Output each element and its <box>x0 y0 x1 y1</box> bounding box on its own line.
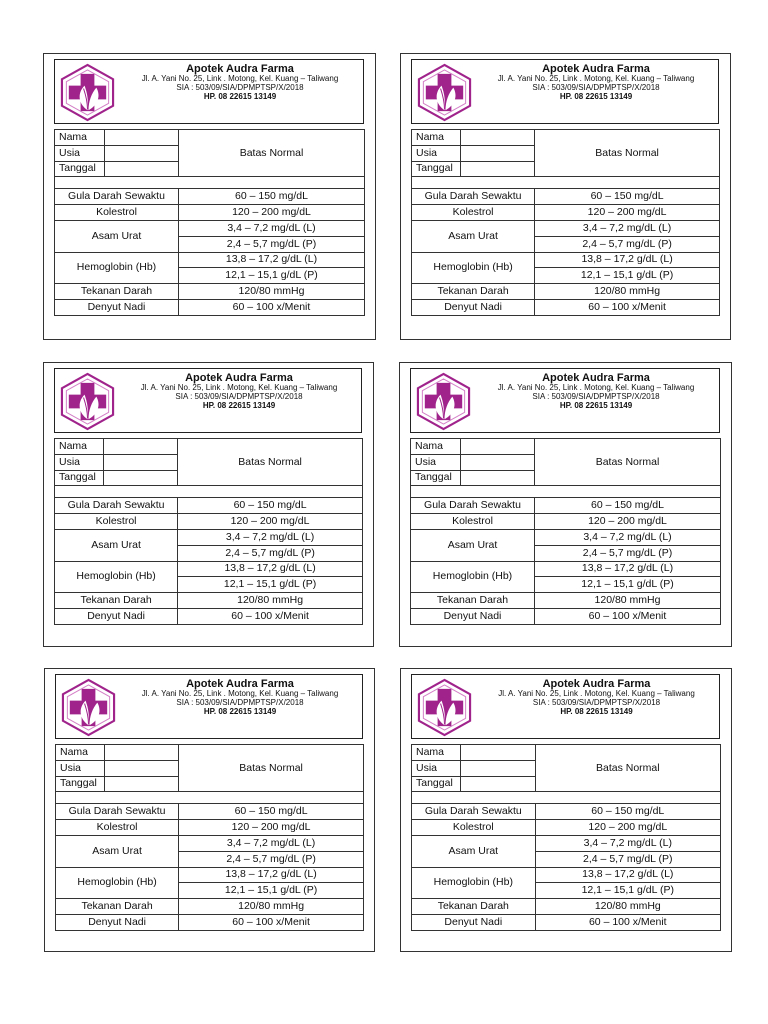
test-range: 120/80 mmHg <box>178 593 363 609</box>
pharmacy-license: SIA : 503/09/SIA/DPMPTSP/X/2018 <box>532 392 660 402</box>
patient-date-label: Tanggal <box>55 470 104 486</box>
test-range-male: 3,4 – 7,2 mg/dL (L) <box>534 529 720 545</box>
spacer-row <box>412 177 720 189</box>
pharmacy-license: SIA : 503/09/SIA/DPMPTSP/X/2018 <box>175 392 303 402</box>
test-row-pulse <box>56 914 364 930</box>
test-range-male: 13,8 – 17,2 g/dL (L) <box>534 561 720 577</box>
lab-result-card <box>399 362 732 647</box>
test-range: 120 – 200 mg/dL <box>534 514 720 530</box>
lab-result-table <box>55 744 364 931</box>
test-label: Asam Urat <box>412 835 536 867</box>
pharmacy-name: Apotek Audra Farma <box>186 678 294 690</box>
lab-result-card <box>400 668 732 952</box>
test-row-hemoglobin <box>55 252 365 268</box>
test-range: 60 – 100 x/Menit <box>535 299 720 315</box>
test-label: Gula Darah Sewaktu <box>55 498 178 514</box>
patient-date-value[interactable] <box>460 470 534 486</box>
test-range: 60 – 100 x/Menit <box>535 914 720 930</box>
test-row-blood-pressure <box>55 284 365 300</box>
test-row-blood-sugar <box>56 804 364 820</box>
test-range-male: 13,8 – 17,2 g/dL (L) <box>178 561 363 577</box>
patient-date-label: Tanggal <box>412 776 461 792</box>
test-range: 120 – 200 mg/dL <box>178 205 364 221</box>
pharmacy-info <box>475 372 717 411</box>
card-header <box>55 674 363 739</box>
test-label: Gula Darah Sewaktu <box>412 189 535 205</box>
test-range-female: 2,4 – 5,7 mg/dL (P) <box>535 851 720 867</box>
pharmacy-logo-icon <box>58 63 117 122</box>
test-label: Hemoglobin (Hb) <box>55 561 178 593</box>
test-label: Kolestrol <box>412 205 535 221</box>
card-header <box>411 59 719 124</box>
patient-name-row <box>55 439 363 455</box>
card-header <box>410 368 720 433</box>
normal-range-header: Batas Normal <box>178 439 363 486</box>
patient-name-value[interactable] <box>104 439 178 455</box>
patient-date-value[interactable] <box>104 161 178 177</box>
test-row-hemoglobin <box>412 867 721 883</box>
pharmacy-license: SIA : 503/09/SIA/DPMPTSP/X/2018 <box>176 83 304 93</box>
pharmacy-name: Apotek Audra Farma <box>542 678 651 690</box>
pharmacy-phone: HP. 08 22615 13149 <box>559 401 633 411</box>
test-row-uric-acid <box>56 835 364 851</box>
patient-date-value[interactable] <box>105 776 179 792</box>
patient-age-value[interactable] <box>105 760 179 776</box>
patient-name-row <box>412 745 721 761</box>
test-range-female: 12,1 – 15,1 g/dL (P) <box>535 268 720 284</box>
card-header <box>54 368 362 433</box>
test-range: 120/80 mmHg <box>178 284 364 300</box>
lab-result-table <box>411 744 721 931</box>
test-row-hemoglobin <box>56 867 364 883</box>
card-header <box>54 59 364 124</box>
pharmacy-phone: HP. 08 22615 13149 <box>559 92 633 102</box>
patient-name-label: Nama <box>55 130 105 146</box>
patient-name-label: Nama <box>55 439 104 455</box>
test-label: Tekanan Darah <box>412 899 536 915</box>
test-range: 60 – 100 x/Menit <box>178 299 364 315</box>
test-row-blood-sugar <box>412 804 721 820</box>
patient-name-value[interactable] <box>104 130 178 146</box>
test-range-female: 2,4 – 5,7 mg/dL (P) <box>179 851 364 867</box>
test-row-uric-acid <box>412 835 721 851</box>
patient-name-row <box>412 130 720 146</box>
normal-range-header: Batas Normal <box>535 130 720 177</box>
normal-range-header: Batas Normal <box>534 439 720 486</box>
test-label: Gula Darah Sewaktu <box>412 804 536 820</box>
test-range-female: 12,1 – 15,1 g/dL (P) <box>179 883 364 899</box>
test-label: Tekanan Darah <box>55 284 179 300</box>
test-label: Tekanan Darah <box>55 593 178 609</box>
lab-result-table <box>54 129 365 316</box>
test-row-cholesterol <box>412 205 720 221</box>
lab-result-table <box>54 438 363 625</box>
pharmacy-phone: HP. 08 22615 13149 <box>203 92 277 102</box>
lab-result-table <box>411 129 720 316</box>
test-label: Hemoglobin (Hb) <box>412 252 535 284</box>
pharmacy-phone: HP. 08 22615 13149 <box>560 707 633 717</box>
test-row-blood-pressure <box>55 593 363 609</box>
patient-name-value[interactable] <box>460 439 534 455</box>
spacer-row <box>411 486 721 498</box>
test-range: 60 – 150 mg/dL <box>179 804 364 820</box>
test-range: 120 – 200 mg/dL <box>178 514 363 530</box>
test-row-uric-acid <box>411 529 721 545</box>
test-label: Gula Darah Sewaktu <box>411 498 535 514</box>
test-range: 60 – 150 mg/dL <box>534 498 720 514</box>
patient-date-label: Tanggal <box>55 161 105 177</box>
patient-name-label: Nama <box>411 439 461 455</box>
patient-age-value[interactable] <box>461 145 535 161</box>
pharmacy-address: Jl. A. Yani No. 25, Link . Motong, Kel. Kuang – Taliwang <box>141 74 339 84</box>
pharmacy-name: Apotek Audra Farma <box>542 63 650 75</box>
card-header <box>411 674 720 739</box>
pharmacy-address: Jl. A. Yani No. 25, Link . Motong, Kel. Kuang – Taliwang <box>498 689 695 699</box>
patient-name-label: Nama <box>412 745 461 761</box>
pharmacy-phone: HP. 08 22615 13149 <box>202 401 276 411</box>
test-row-cholesterol <box>55 514 363 530</box>
test-range: 120/80 mmHg <box>534 593 720 609</box>
test-row-blood-pressure <box>412 284 720 300</box>
test-row-hemoglobin <box>412 252 720 268</box>
normal-range-header: Batas Normal <box>179 745 364 792</box>
patient-name-row <box>55 130 365 146</box>
test-row-pulse <box>55 608 363 624</box>
patient-name-value[interactable] <box>105 745 179 761</box>
pharmacy-license: SIA : 503/09/SIA/DPMPTSP/X/2018 <box>176 698 304 708</box>
test-range-male: 3,4 – 7,2 mg/dL (L) <box>178 220 364 236</box>
patient-age-value[interactable] <box>104 145 178 161</box>
test-range: 120 – 200 mg/dL <box>535 205 720 221</box>
test-label: Denyut Nadi <box>56 914 179 930</box>
test-range-male: 13,8 – 17,2 g/dL (L) <box>178 252 364 268</box>
test-row-blood-sugar <box>412 189 720 205</box>
pharmacy-info <box>476 63 716 102</box>
test-label: Kolestrol <box>411 514 535 530</box>
test-range: 120/80 mmHg <box>535 284 720 300</box>
test-range: 60 – 100 x/Menit <box>534 608 720 624</box>
test-label: Tekanan Darah <box>411 593 535 609</box>
pharmacy-name: Apotek Audra Farma <box>542 372 650 384</box>
pharmacy-info <box>119 372 359 411</box>
test-label: Asam Urat <box>412 220 535 252</box>
patient-name-row <box>411 439 721 455</box>
test-range-male: 3,4 – 7,2 mg/dL (L) <box>535 220 720 236</box>
pharmacy-name: Apotek Audra Farma <box>185 372 293 384</box>
test-row-pulse <box>412 914 721 930</box>
test-row-uric-acid <box>55 529 363 545</box>
test-row-uric-acid <box>412 220 720 236</box>
patient-age-label: Usia <box>55 454 104 470</box>
test-row-blood-sugar <box>411 498 721 514</box>
test-range-female: 2,4 – 5,7 mg/dL (P) <box>535 236 720 252</box>
patient-date-label: Tanggal <box>412 161 461 177</box>
patient-age-label: Usia <box>412 760 461 776</box>
patient-date-label: Tanggal <box>411 470 461 486</box>
spacer-row <box>55 177 365 189</box>
patient-age-label: Usia <box>56 760 105 776</box>
test-row-pulse <box>411 608 721 624</box>
test-range-male: 13,8 – 17,2 g/dL (L) <box>535 867 720 883</box>
lab-result-card <box>43 362 374 647</box>
test-range: 120/80 mmHg <box>179 899 364 915</box>
test-range: 120/80 mmHg <box>535 899 720 915</box>
test-label: Hemoglobin (Hb) <box>412 867 536 899</box>
test-range: 60 – 150 mg/dL <box>535 804 720 820</box>
patient-date-value[interactable] <box>461 776 535 792</box>
test-range-female: 2,4 – 5,7 mg/dL (P) <box>534 545 720 561</box>
lab-result-card <box>43 53 376 340</box>
pharmacy-logo-icon <box>59 678 118 737</box>
test-label: Kolestrol <box>55 205 179 221</box>
test-label: Hemoglobin (Hb) <box>55 252 179 284</box>
normal-range-header: Batas Normal <box>535 745 720 792</box>
patient-date-label: Tanggal <box>56 776 105 792</box>
test-label: Asam Urat <box>55 220 179 252</box>
test-range: 60 – 100 x/Menit <box>179 914 364 930</box>
pharmacy-info <box>119 63 361 102</box>
pharmacy-license: SIA : 503/09/SIA/DPMPTSP/X/2018 <box>532 698 661 708</box>
pharmacy-logo-icon <box>415 678 474 737</box>
spacer-row <box>412 792 721 804</box>
test-label: Asam Urat <box>55 529 178 561</box>
test-row-uric-acid <box>55 220 365 236</box>
test-label: Denyut Nadi <box>412 299 535 315</box>
pharmacy-info <box>476 678 717 717</box>
test-label: Gula Darah Sewaktu <box>55 189 179 205</box>
test-range: 120 – 200 mg/dL <box>179 820 364 836</box>
test-label: Kolestrol <box>55 514 178 530</box>
test-label: Gula Darah Sewaktu <box>56 804 179 820</box>
patient-age-value[interactable] <box>460 454 534 470</box>
test-row-blood-pressure <box>56 899 364 915</box>
pharmacy-license: SIA : 503/09/SIA/DPMPTSP/X/2018 <box>532 83 660 93</box>
pharmacy-logo-icon <box>58 372 117 431</box>
test-label: Asam Urat <box>56 835 179 867</box>
pharmacy-info <box>120 678 360 717</box>
test-label: Denyut Nadi <box>411 608 535 624</box>
spacer-row <box>56 792 364 804</box>
test-row-hemoglobin <box>411 561 721 577</box>
normal-range-header: Batas Normal <box>178 130 364 177</box>
test-label: Hemoglobin (Hb) <box>411 561 535 593</box>
spacer-row <box>55 486 363 498</box>
test-range-female: 2,4 – 5,7 mg/dL (P) <box>178 236 364 252</box>
lab-result-card <box>44 668 375 952</box>
test-range-male: 3,4 – 7,2 mg/dL (L) <box>178 529 363 545</box>
lab-result-card <box>400 53 731 340</box>
test-range: 120 – 200 mg/dL <box>535 820 720 836</box>
test-row-cholesterol <box>55 205 365 221</box>
test-range-male: 3,4 – 7,2 mg/dL (L) <box>535 835 720 851</box>
test-label: Hemoglobin (Hb) <box>56 867 179 899</box>
test-range-female: 12,1 – 15,1 g/dL (P) <box>534 577 720 593</box>
pharmacy-address: Jl. A. Yani No. 25, Link . Motong, Kel. Kuang – Taliwang <box>497 74 695 84</box>
pharmacy-address: Jl. A. Yani No. 25, Link . Motong, Kel. Kuang – Taliwang <box>497 383 695 393</box>
lab-result-table <box>410 438 721 625</box>
patient-name-label: Nama <box>56 745 105 761</box>
patient-name-value[interactable] <box>461 130 535 146</box>
test-label: Denyut Nadi <box>412 914 536 930</box>
test-label: Kolestrol <box>412 820 536 836</box>
test-range-female: 12,1 – 15,1 g/dL (P) <box>535 883 720 899</box>
test-row-blood-pressure <box>411 593 721 609</box>
pharmacy-logo-icon <box>414 372 473 431</box>
patient-age-label: Usia <box>411 454 461 470</box>
test-row-cholesterol <box>412 820 721 836</box>
test-range: 60 – 100 x/Menit <box>178 608 363 624</box>
test-range-male: 3,4 – 7,2 mg/dL (L) <box>179 835 364 851</box>
patient-age-label: Usia <box>55 145 105 161</box>
patient-date-value[interactable] <box>461 161 535 177</box>
test-label: Tekanan Darah <box>412 284 535 300</box>
test-range: 60 – 150 mg/dL <box>535 189 720 205</box>
test-label: Kolestrol <box>56 820 179 836</box>
test-label: Denyut Nadi <box>55 299 179 315</box>
test-row-blood-sugar <box>55 189 365 205</box>
test-row-blood-pressure <box>412 899 721 915</box>
test-row-hemoglobin <box>55 561 363 577</box>
patient-age-value[interactable] <box>104 454 178 470</box>
patient-date-value[interactable] <box>104 470 178 486</box>
pharmacy-logo-icon <box>415 63 474 122</box>
test-range-male: 13,8 – 17,2 g/dL (L) <box>179 867 364 883</box>
patient-name-value[interactable] <box>461 745 535 761</box>
patient-age-value[interactable] <box>461 760 535 776</box>
test-range: 60 – 150 mg/dL <box>178 498 363 514</box>
pharmacy-address: Jl. A. Yani No. 25, Link . Motong, Kel. Kuang – Taliwang <box>141 689 339 699</box>
pharmacy-name: Apotek Audra Farma <box>186 63 294 75</box>
test-range-female: 2,4 – 5,7 mg/dL (P) <box>178 545 363 561</box>
test-row-pulse <box>412 299 720 315</box>
test-row-cholesterol <box>411 514 721 530</box>
test-row-pulse <box>55 299 365 315</box>
test-range-female: 12,1 – 15,1 g/dL (P) <box>178 268 364 284</box>
test-range-male: 13,8 – 17,2 g/dL (L) <box>535 252 720 268</box>
test-label: Denyut Nadi <box>55 608 178 624</box>
test-label: Tekanan Darah <box>56 899 179 915</box>
test-row-blood-sugar <box>55 498 363 514</box>
test-range-female: 12,1 – 15,1 g/dL (P) <box>178 577 363 593</box>
patient-name-label: Nama <box>412 130 461 146</box>
pharmacy-address: Jl. A. Yani No. 25, Link . Motong, Kel. Kuang – Taliwang <box>140 383 338 393</box>
patient-age-label: Usia <box>412 145 461 161</box>
test-row-cholesterol <box>56 820 364 836</box>
pharmacy-phone: HP. 08 22615 13149 <box>203 707 277 717</box>
test-range: 60 – 150 mg/dL <box>178 189 364 205</box>
test-label: Asam Urat <box>411 529 535 561</box>
patient-name-row <box>56 745 364 761</box>
